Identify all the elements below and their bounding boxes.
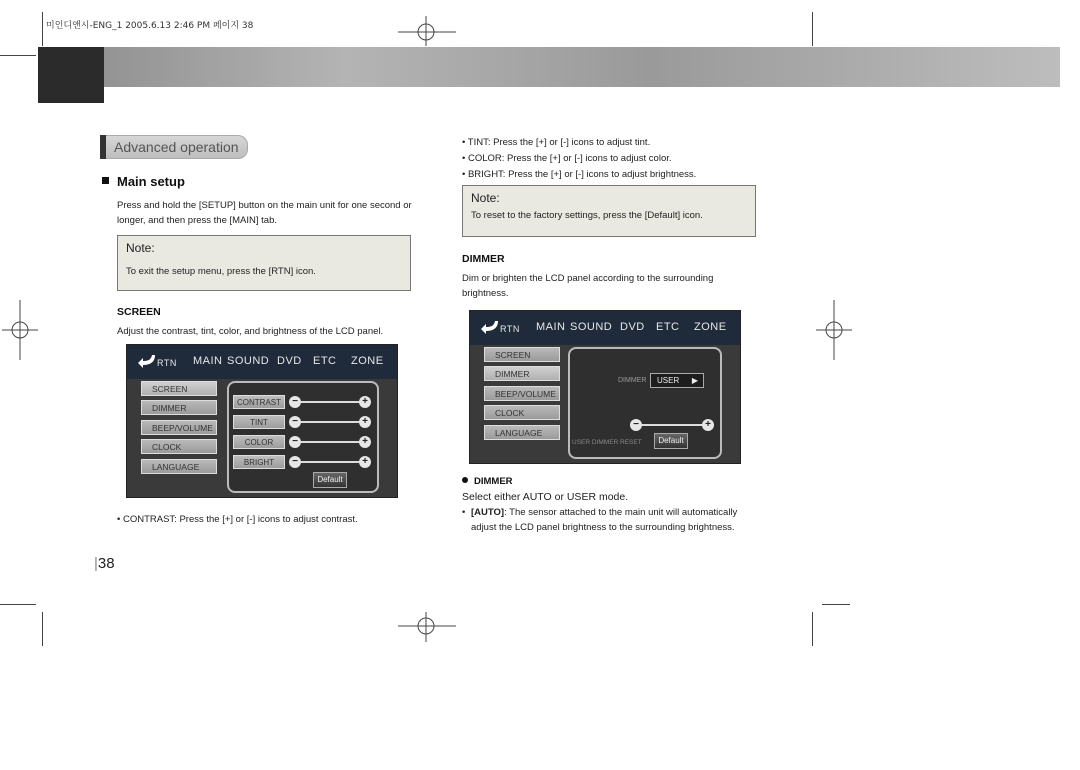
section-tag — [100, 135, 248, 159]
tab-etc: ETC — [313, 355, 337, 367]
plus-icon: + — [359, 436, 371, 448]
crop-mark — [822, 604, 850, 605]
note-box — [117, 235, 411, 291]
plus-icon: + — [359, 396, 371, 408]
auto-bullet: • [AUTO]: The sensor attached to the main unit will automatically adjust the LCD panel brightness to the surrounding brightness. — [462, 507, 738, 533]
dimmer-text: Dim or brighten the LCD panel according to the surrounding brightness. — [462, 273, 714, 299]
screen-heading: SCREEN — [117, 306, 161, 318]
slider-label-bright: BRIGHT — [233, 455, 285, 469]
screen-text: Adjust the contrast, tint, color, and brightness of the LCD panel. — [117, 326, 384, 337]
contrast-bullet: • CONTRAST: Press the [+] or [-] icons to adjust contrast. — [117, 514, 358, 525]
color-bullet: • COLOR: Press the [+] or [-] icons to adjust color. — [462, 153, 672, 164]
menu-clock: CLOCK — [484, 405, 560, 420]
tab-main: MAIN — [193, 355, 223, 367]
minus-icon: − — [289, 456, 301, 468]
plus-icon: + — [702, 419, 714, 431]
tab-bar — [470, 311, 740, 345]
tab-dvd: DVD — [277, 355, 302, 367]
menu-dimmer: DIMMER — [141, 400, 217, 415]
return-arrow-icon — [480, 319, 500, 335]
header-banner-block — [38, 47, 104, 103]
registration-mark-icon — [398, 16, 458, 46]
dimmer-mode-selector: USER ▶ — [650, 373, 704, 388]
print-header: 미인디앤시-ENG_1 2005.6.13 2:46 PM 페이지 38 — [46, 21, 254, 31]
page-number: |38 — [94, 555, 115, 572]
tab-rtn: RTN — [500, 324, 520, 334]
minus-icon: − — [289, 416, 301, 428]
main-setup-heading: Main setup — [102, 174, 185, 189]
arrow-right-icon: ▶ — [691, 376, 698, 385]
tab-dvd: DVD — [620, 321, 645, 333]
section-tag-label: Advanced operation — [114, 139, 239, 155]
tab-sound: SOUND — [570, 321, 613, 333]
tab-rtn: RTN — [157, 358, 177, 368]
bright-bullet: • BRIGHT: Press the [+] or [-] icons to adjust brightness. — [462, 169, 697, 180]
registration-mark-icon — [2, 300, 38, 360]
menu-dimmer: DIMMER — [484, 366, 560, 381]
dimmer-screen-image — [469, 310, 741, 464]
crop-mark — [42, 612, 43, 646]
dimmer-heading: DIMMER — [462, 253, 505, 265]
plus-icon: + — [359, 416, 371, 428]
menu-screen: SCREEN — [141, 381, 217, 396]
note-text: To reset to the factory settings, press the [Default] icon. — [471, 210, 703, 221]
setup-screen-image — [126, 344, 398, 498]
main-setup-text: Press and hold the [SETUP] button on the main unit for one second or longer, and then press the [MAIN] tab. — [117, 200, 412, 226]
default-button: Default — [313, 472, 347, 488]
menu-beep-volume: BEEP/VOLUME — [484, 386, 560, 401]
menu-screen: SCREEN — [484, 347, 560, 362]
crop-mark — [42, 12, 43, 46]
crop-mark — [0, 604, 36, 605]
return-arrow-icon — [137, 353, 157, 369]
minus-icon: − — [289, 436, 301, 448]
menu-language: LANGUAGE — [141, 459, 217, 474]
crop-mark — [0, 55, 36, 56]
crop-mark — [812, 612, 813, 646]
tab-main: MAIN — [536, 321, 566, 333]
menu-clock: CLOCK — [141, 439, 217, 454]
tint-bullet: • TINT: Press the [+] or [-] icons to adjust tint. — [462, 137, 651, 148]
note-box — [462, 185, 756, 237]
tab-bar — [127, 345, 397, 379]
minus-icon: − — [289, 396, 301, 408]
registration-mark-icon — [398, 612, 458, 642]
tab-sound: SOUND — [227, 355, 270, 367]
dimmer-subheading: DIMMER — [462, 476, 513, 487]
adjust-panel — [227, 381, 379, 493]
note-text: To exit the setup menu, press the [RTN] icon. — [126, 266, 316, 277]
registration-mark-icon — [816, 300, 852, 360]
dimmer-panel — [568, 347, 722, 459]
slider-label-contrast: CONTRAST — [233, 395, 285, 409]
slider-label-color: COLOR — [233, 435, 285, 449]
tab-zone: ZONE — [694, 321, 727, 333]
menu-language: LANGUAGE — [484, 425, 560, 440]
slider-label-tint: TINT — [233, 415, 285, 429]
dimmer-select-text: Select either AUTO or USER mode. — [462, 491, 629, 503]
note-title: Note: — [126, 241, 155, 255]
note-title: Note: — [471, 191, 500, 205]
dimmer-reset-label: USER DIMMER RESET — [572, 439, 642, 446]
dimmer-mode-label: DIMMER — [618, 377, 647, 384]
default-button: Default — [654, 433, 688, 449]
plus-icon: + — [359, 456, 371, 468]
tab-etc: ETC — [656, 321, 680, 333]
tab-zone: ZONE — [351, 355, 384, 367]
header-banner — [38, 47, 1060, 87]
minus-icon: − — [630, 419, 642, 431]
crop-mark — [812, 12, 813, 46]
menu-beep-volume: BEEP/VOLUME — [141, 420, 217, 435]
